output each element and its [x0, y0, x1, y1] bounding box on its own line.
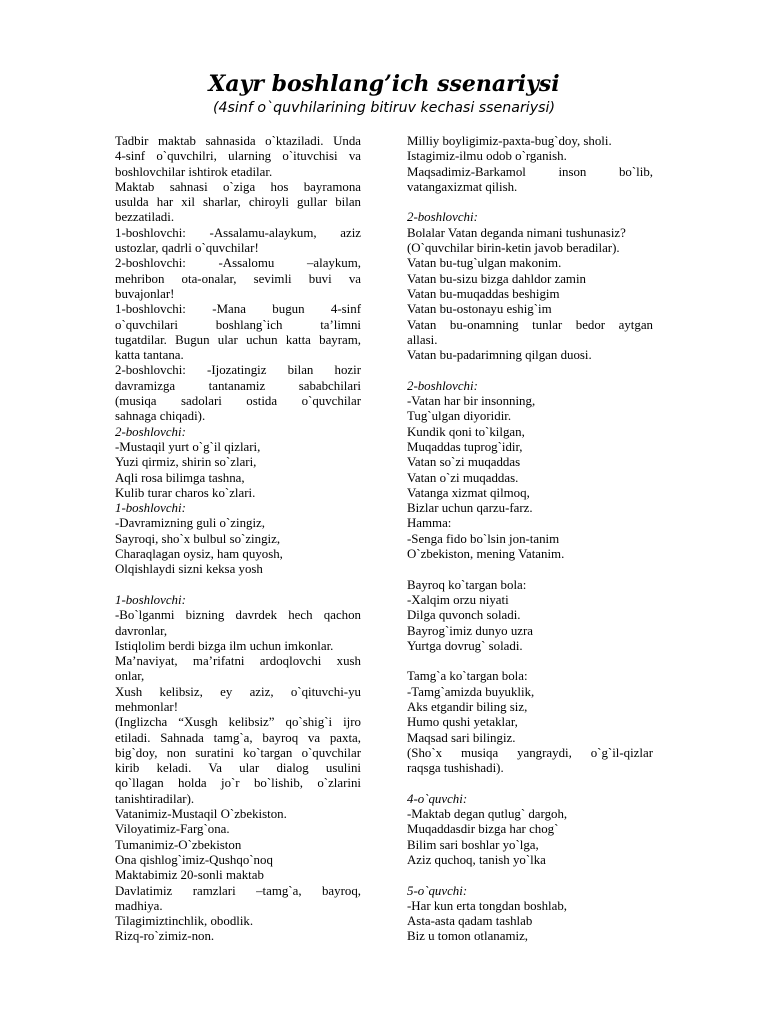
text-line: Olqishlaydi sizni keksa yosh	[115, 562, 263, 577]
text-line: 1-boshlovchi: -Mana bugun 4-sinf	[115, 302, 361, 317]
blank-line	[407, 562, 653, 577]
left-column	[115, 134, 361, 945]
text-line: Tilagimiztinchlik, obodlik.	[115, 914, 254, 929]
text-line: Davlatimiz ramzlari –tamg`a, bayroq,	[115, 883, 361, 898]
text-line: Sayroqi, sho`x bulbul so`zingiz,	[115, 531, 281, 546]
blank-line	[407, 776, 653, 791]
blank-line	[115, 578, 361, 593]
text-line: 1-boshlovchi: -Assalamu-alaykum, aziz	[115, 225, 361, 240]
text-line: O`zbekiston, mening Vatanim.	[407, 547, 565, 562]
text-line: Vatan bu-ostonayu eshig`im	[407, 302, 552, 317]
text-line: Vatan so`zi muqaddas	[407, 455, 521, 470]
text-line: Vatan o`zi muqaddas.	[407, 470, 519, 485]
text-line: madhiya.	[115, 898, 163, 913]
text-line: davramizga tantanamiz sababchilari	[115, 378, 361, 393]
text-line: Bilim sari boshlar yo`lga,	[407, 837, 539, 852]
text-line: -Maktab degan qutlug` dargoh,	[407, 807, 568, 822]
text-line: boshlovchilar ishtirok etadilar.	[115, 164, 273, 179]
text-line: etiladi. Sahnada tamg`a, bayroq va paxta,	[115, 730, 361, 745]
text-line: Milliy boyligimiz-paxta-bug`doy, sholi.	[407, 134, 612, 148]
text-line: mehmonlar!	[115, 699, 178, 714]
text-line: -Senga fido bo`lsin jon-tanim	[407, 531, 560, 546]
text-line: Bizlar uchun qarzu-farz.	[407, 501, 533, 516]
text-line: Maktabimiz 20-sonli maktab	[115, 868, 264, 883]
text-line: Tumanimiz-O`zbekiston	[115, 837, 242, 852]
text-line: Ma’naviyat, ma’rifatni ardoqlovchi xush	[115, 654, 361, 669]
text-line: ustozlar, qadrli o`quvchilar!	[115, 241, 259, 256]
document-title: Xayr boshlang’ich ssenariysi	[208, 71, 560, 97]
text-line: (O`quvchilar birin-ketin javob beradilar).	[407, 241, 620, 256]
text-line: bezzatiladi.	[115, 210, 175, 225]
text-line: 4-sinf o`quvchilri, ularning o`ituvchisi va	[115, 149, 361, 164]
right-column	[407, 134, 653, 945]
speaker-label: 5-o`quvchi:	[407, 883, 468, 898]
speaker-label: 4-o`quvchi:	[407, 791, 468, 806]
text-line: Tug`ulgan diyoridir.	[407, 409, 512, 424]
blank-line	[407, 654, 653, 669]
text-line: big`doy, non suratini ko`targan o`quvchilar	[115, 745, 361, 760]
text-line: Vatanimiz-Mustaqil O`zbekiston.	[115, 807, 287, 822]
text-line: o`quvchilari boshlang`ich ta’limni	[115, 317, 361, 332]
blank-line	[407, 868, 653, 883]
text-line: Asta-asta qadam tashlab	[407, 914, 533, 929]
text-line: Hamma:	[407, 516, 452, 531]
text-line: (Inglizcha “Xusgh kelibsiz” qo`shig`i ijro	[115, 715, 361, 730]
text-line: Istiqlolim berdi bizga ilm uchun imkonlar.	[115, 638, 334, 653]
text-line: Aziz quchoq, tanish yo`lka	[407, 852, 546, 867]
text-line: kirib keladi. Va ular dialog usulini	[115, 761, 361, 776]
text-line: Kulib turar charos ko`zlari.	[115, 485, 256, 500]
text-line: Bayroq ko`targan bola:	[407, 577, 527, 592]
text-line: Rizq-ro`zimiz-non.	[115, 929, 215, 944]
text-line: 2-boshlovchi: -Ijozatingiz bilan hozir	[115, 363, 361, 378]
text-line: Xush kelibsiz, ey aziz, o`qituvchi-yu	[115, 684, 361, 699]
text-line: Ona qishlog`imiz-Qushqo`noq	[115, 852, 273, 867]
text-line: tanishtiradilar).	[115, 791, 195, 806]
text-line: Humo qushi yetaklar,	[407, 715, 518, 730]
blank-line	[407, 195, 653, 210]
text-line: Yuzi qirmiz, shirin so`zlari,	[115, 455, 257, 470]
text-line: Muqaddas tuprog`idir,	[407, 439, 523, 454]
text-line: qo`llagan holda jo`r bo`lishib, o`zlarini	[115, 776, 361, 791]
text-line: -Bo`lganmi bizning davrdek hech qachon	[115, 608, 361, 623]
text-line: Aqli rosa bilimga tashna,	[115, 470, 245, 485]
document-subtitle: (4sinf o`quvhilarining bitiruv kechasi ssenariysi)	[212, 100, 556, 116]
text-line: Muqaddasdir bizga har chog`	[407, 822, 559, 837]
text-line: Dilga quvonch soladi.	[407, 608, 521, 623]
text-line: Kundik qoni to`kilgan,	[407, 424, 525, 439]
text-line: Maktab sahnasi o`ziga hos bayramona	[115, 179, 361, 194]
text-line: buvajonlar!	[115, 286, 175, 301]
text-line: Maqsadimiz-Barkamol inson bo`lib,	[407, 164, 653, 179]
text-line: 2-boshlovchi: -Assalomu –alaykum,	[115, 256, 361, 271]
text-line: Vatan bu-muqaddas beshigim	[407, 286, 560, 301]
text-line: -Vatan har bir insonning,	[407, 394, 536, 409]
text-line: onlar,	[115, 669, 145, 684]
speaker-label: 1-boshlovchi:	[115, 501, 186, 516]
text-line: Aks etgandir biling siz,	[407, 699, 528, 714]
text-line: sahnaga chiqadi).	[115, 409, 206, 424]
blank-line	[407, 363, 653, 378]
text-line: Vatan bu-padarimning qilgan duosi.	[407, 348, 592, 363]
text-line: Charaqlagan oysiz, ham quyosh,	[115, 547, 283, 562]
text-line: Viloyatimiz-Farg`ona.	[115, 822, 230, 837]
speaker-label: 2-boshlovchi:	[407, 378, 478, 393]
text-line: vatangaxizmat qilish.	[407, 179, 518, 194]
text-line: Vatan bu-onamning tunlar bedor aytgan	[407, 317, 653, 332]
text-line: Tamg`a ko`targan bola:	[407, 669, 528, 684]
text-line: (Sho`x musiqa yangraydi, o`g`il-qizlar	[407, 745, 653, 760]
text-line: usulda har xil sharlar, chiroyli gullar bilan	[115, 195, 361, 210]
speaker-label: 2-boshlovchi:	[115, 424, 186, 439]
text-line: katta tantana.	[115, 348, 184, 363]
text-line: allasi.	[407, 332, 438, 347]
text-line: -Mustaqil yurt o`g`il qizlari,	[115, 439, 261, 454]
text-line: tugatdilar. Bugun ular uchun katta bayram,	[115, 332, 361, 347]
text-line: Istagimiz-ilmu odob o`rganish.	[407, 149, 567, 164]
text-line: raqsga tushishadi).	[407, 761, 504, 776]
text-line: Vatan bu-tug`ulgan makonim.	[407, 256, 562, 271]
text-line: -Tamg`amizda buyuklik,	[407, 684, 535, 699]
text-line: Maqsad sari bilingiz.	[407, 730, 516, 745]
speaker-label: 2-boshlovchi:	[407, 210, 478, 225]
speaker-label: 1-boshlovchi:	[115, 592, 186, 607]
text-line: Biz u tomon otlanamiz,	[407, 929, 529, 944]
text-line: Yurtga dovrug` soladi.	[407, 638, 523, 653]
text-line: -Har kun erta tongdan boshlab,	[407, 898, 568, 913]
text-line: Bolalar Vatan deganda nimani tushunasiz?	[407, 225, 626, 240]
text-line: -Davramizning guli o`zingiz,	[115, 516, 265, 531]
text-line: -Xalqim orzu niyati	[407, 592, 509, 607]
text-line: (musiqa sadolari ostida o`quvchilar	[115, 394, 361, 409]
text-line: davronlar,	[115, 623, 168, 638]
text-line: Bayrog`imiz dunyo uzra	[407, 623, 534, 638]
text-line: Vatan bu-sizu bizga dahldor zamin	[407, 271, 586, 286]
text-line: Vatanga xizmat qilmoq,	[407, 485, 530, 500]
text-line: Tadbir maktab sahnasida o`ktaziladi. Unda	[115, 134, 361, 148]
text-line: mehribon ota-onalar, sevimli buvi va	[115, 271, 361, 286]
